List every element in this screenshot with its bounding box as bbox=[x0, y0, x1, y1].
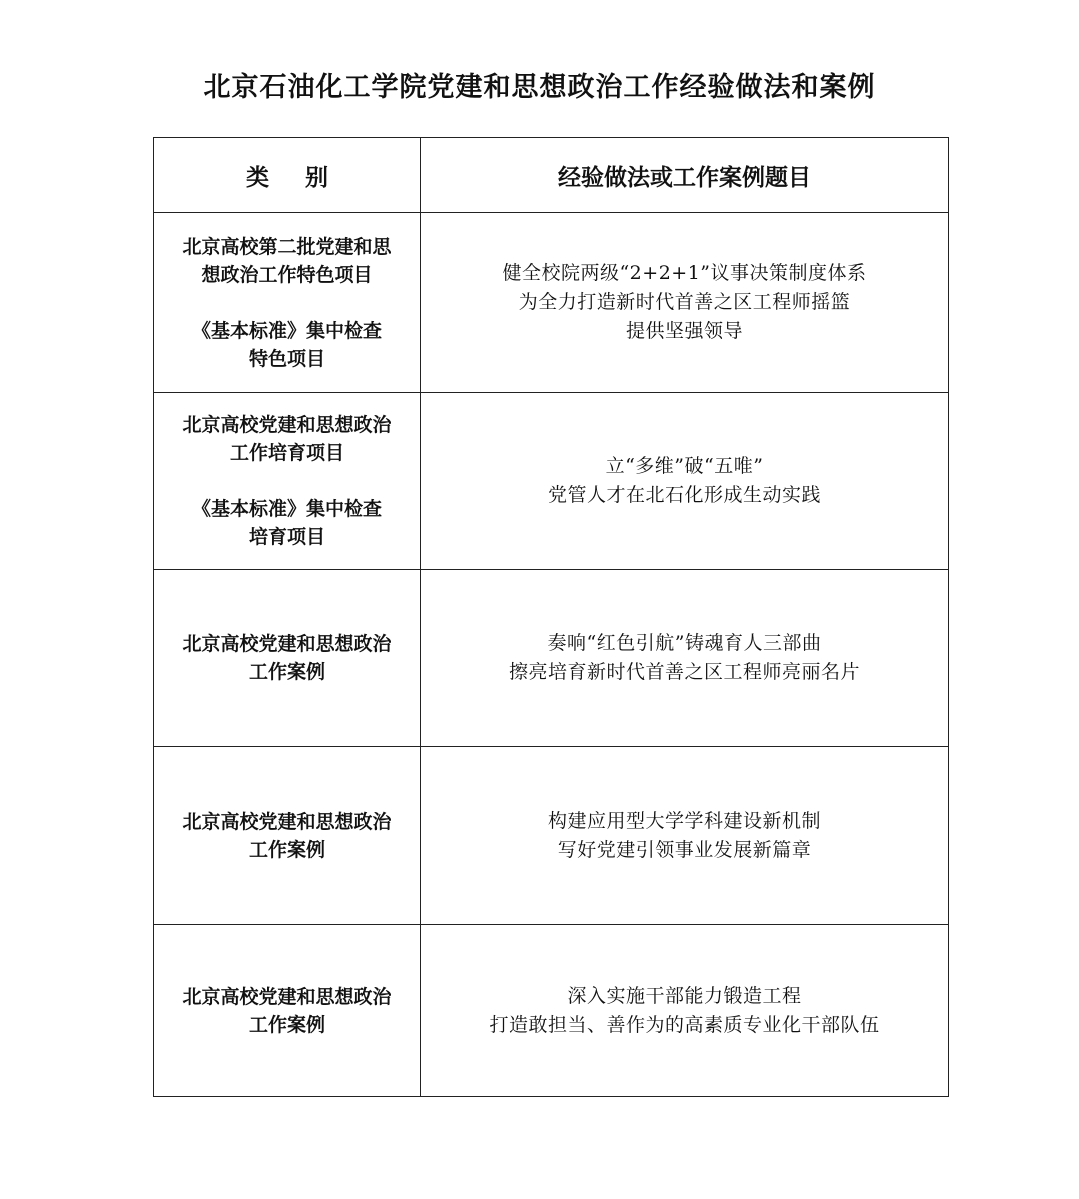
category-line: 北京高校党建和思想政治 bbox=[182, 985, 392, 1008]
category-line: 工作案例 bbox=[248, 838, 325, 861]
cases-table bbox=[153, 137, 949, 1097]
topic-line: 党管人才在北石化形成生动实践 bbox=[547, 484, 821, 506]
category-line: 《基本标准》集中检查 bbox=[191, 498, 382, 520]
topic-line: 立“多维”破“五唯” bbox=[605, 455, 764, 477]
topic-line: 擦亮培育新时代首善之区工程师亮丽名片 bbox=[508, 661, 860, 683]
table-row bbox=[154, 747, 949, 925]
topic-cell bbox=[421, 925, 949, 1097]
category-line: 想政治工作特色项目 bbox=[201, 263, 373, 286]
topic-line: 奏响“红色引航”铸魂育人三部曲 bbox=[547, 632, 822, 654]
topic-line: 写好党建引领事业发展新篇章 bbox=[557, 838, 812, 861]
category-line: 培育项目 bbox=[248, 526, 325, 548]
category-line: 《基本标准》集中检查 bbox=[191, 319, 382, 342]
header-category-label: 类 别 bbox=[245, 164, 342, 191]
table-row bbox=[154, 213, 949, 393]
header-category bbox=[154, 138, 421, 213]
category-line: 北京高校第二批党建和思 bbox=[182, 235, 392, 258]
table-header-row bbox=[154, 138, 949, 213]
topic-line: 打造敢担当、善作为的高素质专业化干部队伍 bbox=[489, 1013, 880, 1036]
topic-cell bbox=[421, 213, 949, 393]
category-cell bbox=[154, 213, 421, 393]
category-cell bbox=[154, 393, 421, 570]
category-line: 工作案例 bbox=[248, 661, 325, 683]
category-line: 北京高校党建和思想政治 bbox=[182, 633, 392, 655]
header-topic: 经验做法或工作案例题目 bbox=[421, 138, 949, 213]
topic-line: 为全力打造新时代首善之区工程师摇篮 bbox=[518, 291, 851, 313]
topic-line: 深入实施干部能力锻造工程 bbox=[567, 984, 802, 1007]
topic-cell bbox=[421, 747, 949, 925]
topic-line: 健全校院两级“2+2+1”议事决策制度体系 bbox=[502, 262, 867, 284]
table-row bbox=[154, 570, 949, 747]
topic-cell bbox=[421, 393, 949, 570]
table-row bbox=[154, 925, 949, 1097]
topic-line: 构建应用型大学学科建设新机制 bbox=[547, 809, 821, 832]
category-cell bbox=[154, 570, 421, 747]
topic-cell bbox=[421, 570, 949, 747]
category-line: 北京高校党建和思想政治 bbox=[182, 414, 392, 436]
topic-line: 提供坚强领导 bbox=[625, 320, 743, 342]
category-line: 工作案例 bbox=[248, 1013, 325, 1036]
table-row bbox=[154, 393, 949, 570]
page-title: 北京石油化工学院党建和思想政治工作经验做法和案例 bbox=[203, 72, 876, 103]
category-line: 工作培育项目 bbox=[229, 442, 344, 464]
category-line: 特色项目 bbox=[248, 347, 325, 370]
category-cell bbox=[154, 925, 421, 1097]
category-line: 北京高校党建和思想政治 bbox=[182, 810, 392, 833]
category-gap bbox=[164, 289, 410, 317]
category-gap bbox=[164, 467, 410, 495]
category-cell bbox=[154, 747, 421, 925]
